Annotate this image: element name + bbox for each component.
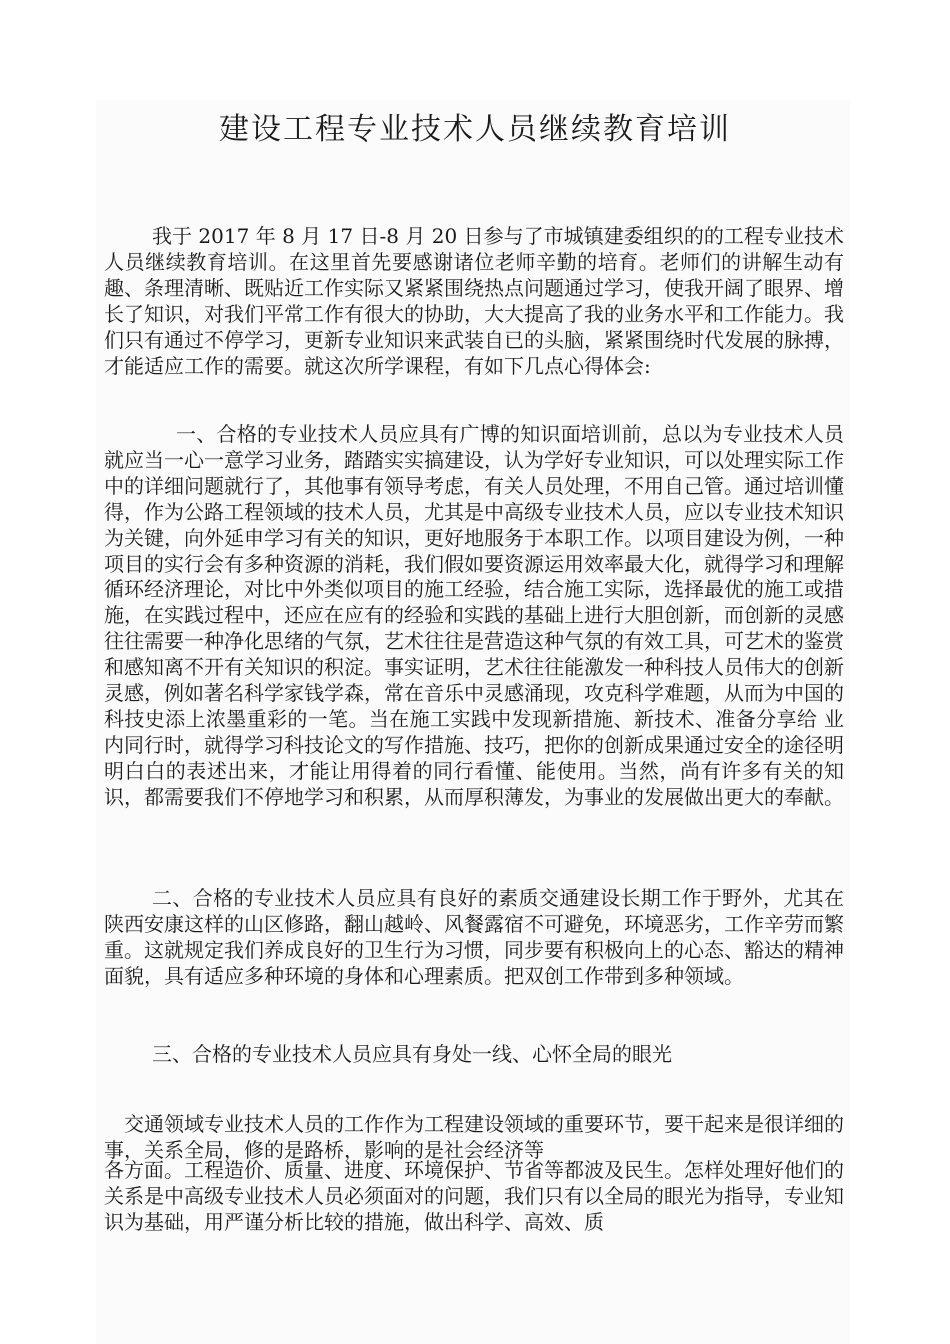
paragraph-point-two: 二、合格的专业技术人员应具有良好的素质交通建设长期工作于野外，尤其在陕西安康这样的山区修路，翻山越岭、风餐露宿不可避免，环境恶劣，工作辛劳而繁重。这就规定我们养成良好的卫生行为习惯，同步要有积极向上的心态、豁达的精神面貌，具有适应多种环境的身体和心理素质。把双创工作带到多种领域。 bbox=[104, 886, 844, 988]
paragraph-point-three-body: 交通领域专业技术人员的工作作为工程建设领域的重要环节，要干起来是很详细的事，关系全局，修的是路桥，影响的是社会经济等 bbox=[104, 1112, 844, 1162]
paragraph-point-three-heading: 三、合格的专业技术人员应具有身处一线、心怀全局的眼光 bbox=[152, 1042, 672, 1066]
paragraph-introduction: 我于 2017 年 8 月 17 日-8 月 20 日参与了市城镇建委组织的的工程专业技术人员继续教育培训。在这里首先要感谢诸位老师辛勤的培育。老师们的讲解生动有趣、条理清晰、既贴近工作实际又紧紧围绕热点问题通过学习，使我开阔了眼界、增长了知识，对我们平常工作有很大的协助，大大提高了我的业务水平和工作能力。我们只有通过不停学习，更新专业知识来武装自已的头脑，紧紧围绕时代发展的脉搏，才能适应工作的需要。就这次所学课程，有如下几点心得体会: bbox=[104, 224, 844, 378]
paragraph-continuation: 各方面。工程造价、质量、进度、环境保护、节省等都波及民生。怎样处理好他们的关系是中高级专业技术人员必须面对的问题，我们只有以全局的眼光为指导，专业知识为基础，用严谨分析比较的措施，做出科学、高效、质 bbox=[104, 1158, 844, 1234]
paragraph-point-one: 一、合格的专业技术人员应具有广博的知识面培训前，总以为专业技术人员就应当一心一意学习业务，踏踏实实搞建设，认为学好专业知识，可以处理实际工作中的详细问题就行了，其他事有领导考虑，有关人员处理，不用自己管。通过培训懂得，作为公路工程领域的技术人员，尤其是中高级专业技术人员，应以专业技术知识为关键，向外延申学习有关的知识，更好地服务于本职工作。以项目建设为例，一种项目的实行会有多种资源的消耗，我们假如要资源运用效率最大化，就得学习和理解循环经济理论，对比中外类似项目的施工经验，结合施工实际，选择最优的施工或措施，在实践过程中，还应在应有的经验和实践的基础上进行大胆创新，而创新的灵感往往需要一种净化思绪的气氛，艺术往往是营造这种气氛的有效工具，可艺术的鉴赏和感知离不开有关知识的积淀。事实证明，艺术往往能激发一种科技人员伟大的创新灵感，例如著名科学家钱学森，常在音乐中灵感涌现，攻克科学难题，从而为中国的科技史添上浓墨重彩的一笔。当在施工实践中发现新措施、新技术、准备分享给 业内同行时，就得学习科技论文的写作措施、技巧，把你的创新成果通过安全的途径明明白白的表述出来，才能让用得着的同行看懂、能使用。当然，尚有许多有关的知识，都需要我们不停地学习和积累，从而厚积薄发，为事业的发展做出更大的奉献。 bbox=[104, 422, 844, 809]
document-title: 建设工程专业技术人员继续教育培训 bbox=[219, 112, 731, 147]
